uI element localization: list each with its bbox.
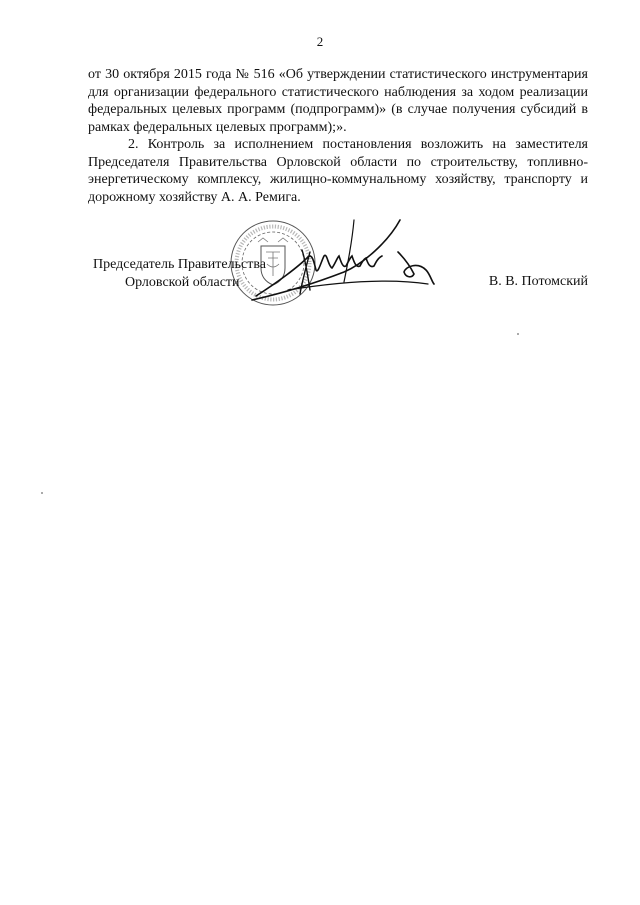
paragraph-control-clause: 2. Контроль за исполнением постановления возложить на заместителя Председателя Правительства Орловской области по строительству, топливно-энергетическому комплексу, жилищно-коммунальному хозяйству, транспорту и дорожному хозяйству А. А. Ремига. <box>88 137 588 205</box>
handwritten-signature <box>248 212 448 312</box>
signatory-name: В. В. Потомский <box>488 274 588 289</box>
paragraph-continuation: от 30 октября 2015 года № 516 «Об утверждении статистического инструментария для организации федерального статистического наблюдения за ходом реализации федеральных целевых программ (подпрограмм)» (в случае получения субсидий в рамках федеральных целевых программ);». <box>88 67 588 135</box>
page-number: 2 <box>316 34 324 49</box>
signatory-title-line-1: Председатель Правительства <box>93 257 266 272</box>
scan-speck <box>517 333 519 335</box>
document-body <box>88 66 588 206</box>
scan-speck <box>41 492 43 494</box>
signatory-title-line-2: Орловской области <box>125 275 240 290</box>
